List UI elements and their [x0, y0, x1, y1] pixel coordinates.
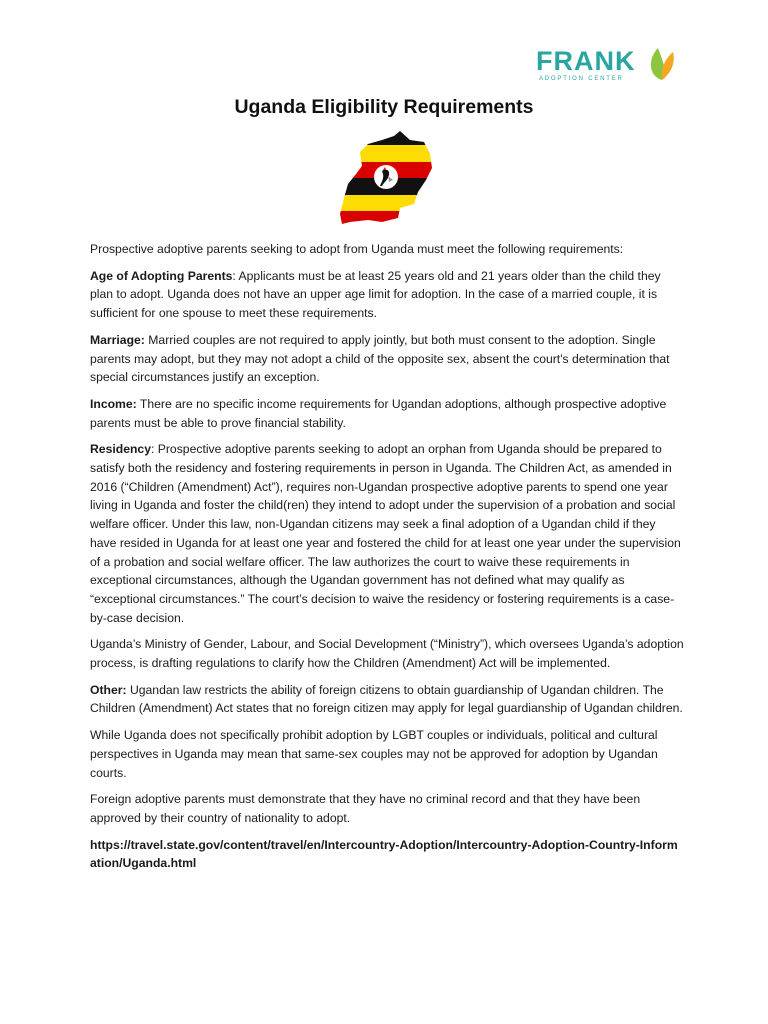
age-text: : Applicants must be at least 25 years old and 21 years older than the child they plan to adopt. Uganda does not have an upper age limit for adoption. In the case of a married couple, it is sufficient for one spouse to meet these requirements. [90, 268, 661, 321]
reference-link[interactable]: https://travel.state.gov/content/travel/en/Intercountry-Adoption/Intercountry-Adoption-Country-Information/Uganda.html [90, 837, 678, 871]
uganda-flag-map-icon [338, 128, 434, 228]
lgbt-paragraph: While Uganda does not specifically prohibit adoption by LGBT couples or individuals, political and cultural perspectives in Uganda may mean that same-sex couples may not be approved for adoption by Ugandan courts. [90, 728, 658, 780]
logo-subtitle: ADOPTION CENTER [539, 76, 624, 82]
income-paragraph [90, 395, 684, 432]
other-text: Ugandan law restricts the ability of foreign citizens to obtain guardianship of Ugandan children. The Children (Amendment) Act states that no foreign citizen may apply for legal guardianship of Ugandan children. [90, 682, 683, 716]
marriage-label: Marriage: [90, 332, 145, 347]
age-label: Age of Adopting Parents [90, 268, 233, 283]
leaf-icon [646, 46, 676, 82]
residency-label: Residency [90, 442, 151, 457]
document-body [90, 240, 684, 881]
page-title: Uganda Eligibility Requirements [234, 96, 534, 118]
marriage-text: Married couples are not required to apply jointly, but both must consent to the adoption. Single parents may adopt, but they may not adopt a child of the opposite sex, absent the court's determination that special circumstances justify an exception. [90, 332, 670, 385]
criminal-record-paragraph: Foreign adoptive parents must demonstrate that they have no criminal record and that they have been approved by their country of nationality to adopt. [90, 792, 641, 825]
residency-paragraph [90, 440, 684, 627]
age-paragraph [90, 267, 684, 323]
income-label: Income: [90, 396, 137, 411]
ministry-paragraph: Uganda’s Ministry of Gender, Labour, and Social Development (“Ministry”), which oversees Uganda’s adoption process, is drafting regulations to clarify how the Children (Amendment) Act will be implemented. [90, 637, 684, 671]
intro-paragraph: Prospective adoptive parents seeking to adopt from Uganda must meet the following requirements: [90, 242, 624, 256]
marriage-paragraph [90, 331, 684, 387]
other-paragraph [90, 681, 684, 718]
logo-wordmark: FRANK [536, 46, 636, 76]
income-text: There are no specific income requirements for Ugandan adoptions, although prospective adoptive parents must be able to prove financial stability. [90, 396, 667, 430]
frank-logo [536, 44, 676, 88]
residency-text: : Prospective adoptive parents seeking to adopt an orphan from Uganda should be prepared to satisfy both the residency and fostering requirements in person in Uganda. The Children Act, as amended in 2016 (“Children (Amendment) Act”), requires non-Ugandan prospective adoptive parents to spend one year living in Uganda and foster the child(ren) they intend to adopt under the supervision of a probation and social welfare officer. Under this law, non-Ugandan citizens may seek a final adoption of a Ugandan child if they have resided in Uganda for at least one year and fostered the child for at least one year under the supervision of a probation and social welfare officer. The law authorizes the court to waive these requirements in exceptional circumstances, although the Ugandan government has not defined what may qualify as “exceptional circumstances.” The court’s decision to waive the residency or fostering requirements is a case-by-case decision. [90, 442, 681, 625]
other-label: Other: [90, 682, 127, 697]
